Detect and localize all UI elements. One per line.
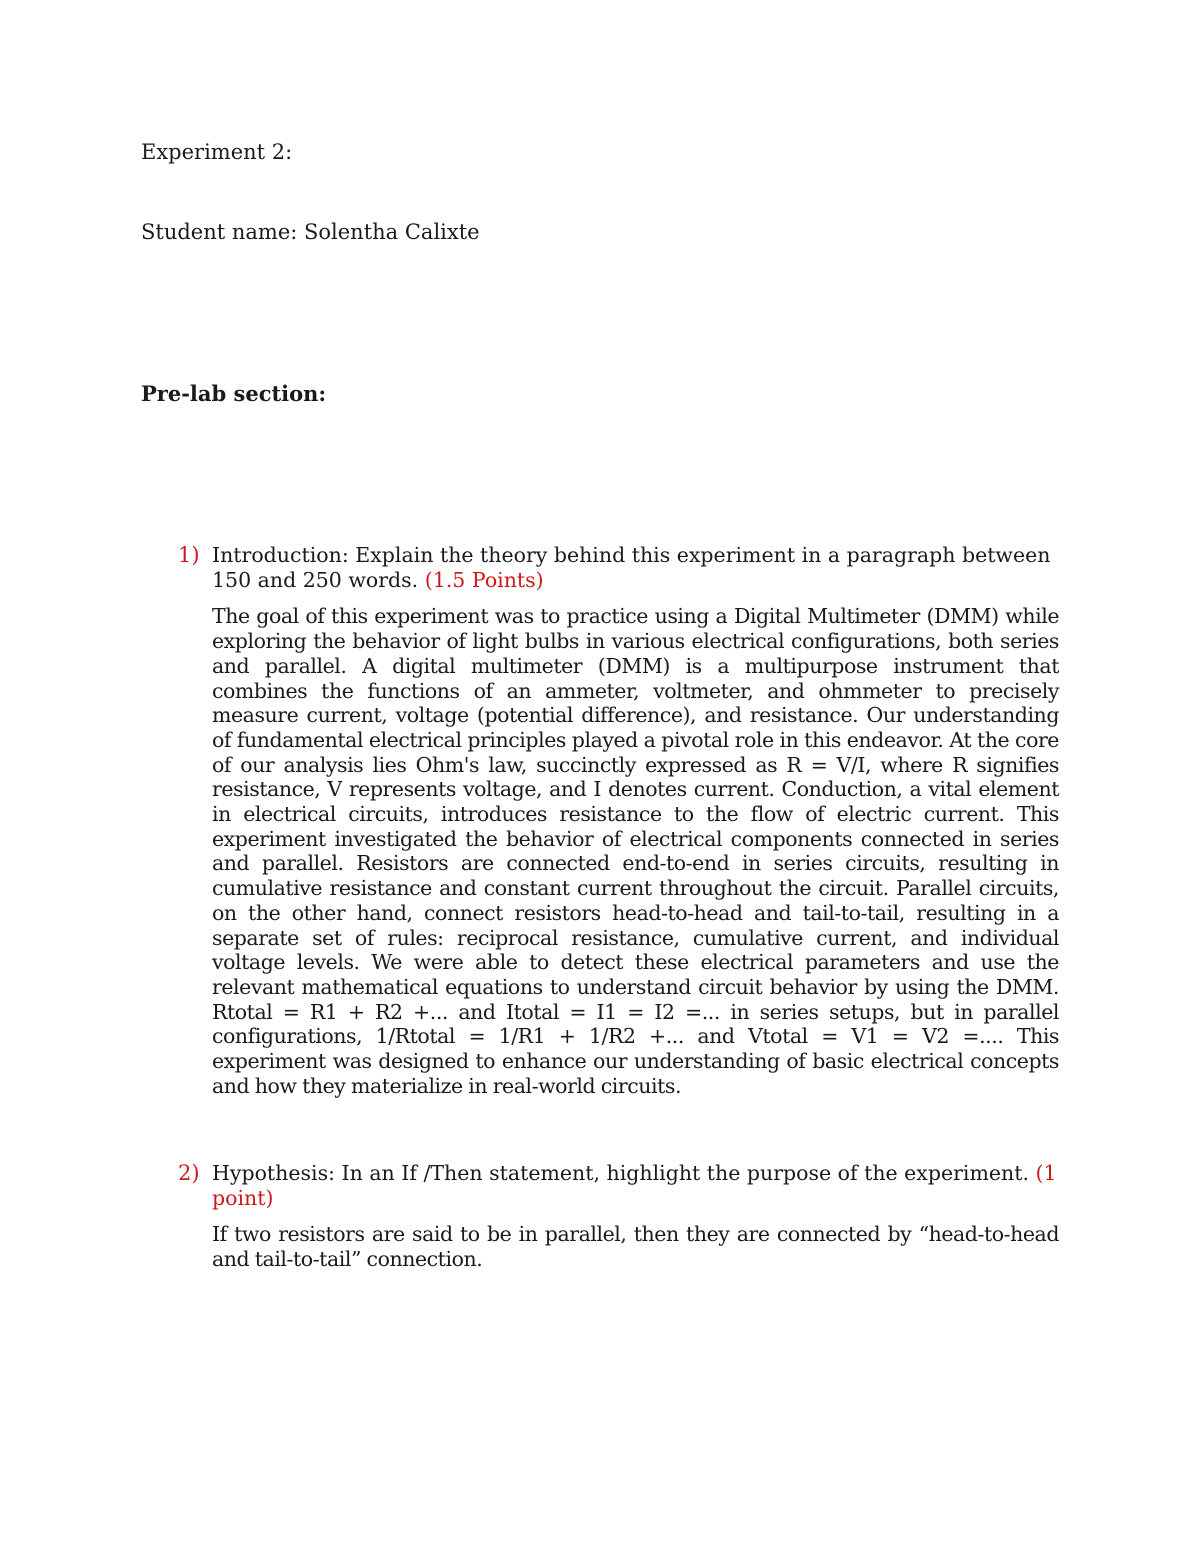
question-1-prompt-text: Introduction: Explain the theory behind this experiment in a paragraph between 150 and 250 words.: [212, 543, 1051, 592]
question-2-points: (1 point): [212, 1161, 1057, 1210]
prelab-section-heading: Pre-lab section:: [141, 381, 327, 406]
student-name-line: Student name: Solentha Calixte: [141, 220, 480, 244]
question-1-points: (1.5 Points): [424, 567, 544, 592]
question-1-answer: The goal of this experiment was to practice using a Digital Multimeter (DMM) while exploring the behavior of light bulbs in various electrical configurations, both series and parallel. A digital multimeter (DMM) is a multipurpose instrument that combines the functions of an ammeter, voltmeter, and ohmmeter to precisely measure current, voltage (potential difference), and resistance. Our understanding of fundamental electrical principles played a pivotal role in this endeavor. At the core of our analysis lies Ohm's law, succinctly expressed as R = V/I, where R signifies resistance, V represents voltage, and I denotes current. Conduction, a vital element in electrical circuits, introduces resistance to the flow of electric current. This experiment investigated the behavior of electrical components connected in series and parallel. Resistors are connected end-to-end in series circuits, resulting in cumulative resistance and constant current throughout the circuit. Parallel circuits, on the other hand, connect resistors head-to-head and tail-to-tail, resulting in a separate set of rules: reciprocal resistance, cumulative current, and individual voltage levels. We were able to detect these electrical parameters and use the relevant mathematical equations to understand circuit behavior by using the DMM. Rtotal = R1 + R2 +... and Itotal = I1 = I2 =... in series setups, but in parallel configurations, 1/Rtotal = 1/R1 + 1/R2 +... and Vtotal = V1 = V2 =.... This experiment was designed to enhance our understanding of basic electrical concepts and how they materialize in real-world circuits.: [212, 604, 1059, 1098]
question-1-prompt: [212, 543, 1059, 592]
question-2-block: [212, 1161, 1059, 1272]
question-1-block: [212, 543, 1059, 1098]
question-2-prompt-text: Hypothesis: In an If /Then statement, highlight the purpose of the experiment.: [212, 1161, 1029, 1185]
question-1-number: 1): [178, 543, 200, 567]
experiment-title: Experiment 2:: [141, 140, 293, 164]
question-2-number: 2): [178, 1161, 200, 1185]
question-2-answer: If two resistors are said to be in parallel, then they are connected by “head-to-head and tail-to-tail” connection.: [212, 1222, 1059, 1272]
question-2-prompt: [212, 1161, 1059, 1210]
